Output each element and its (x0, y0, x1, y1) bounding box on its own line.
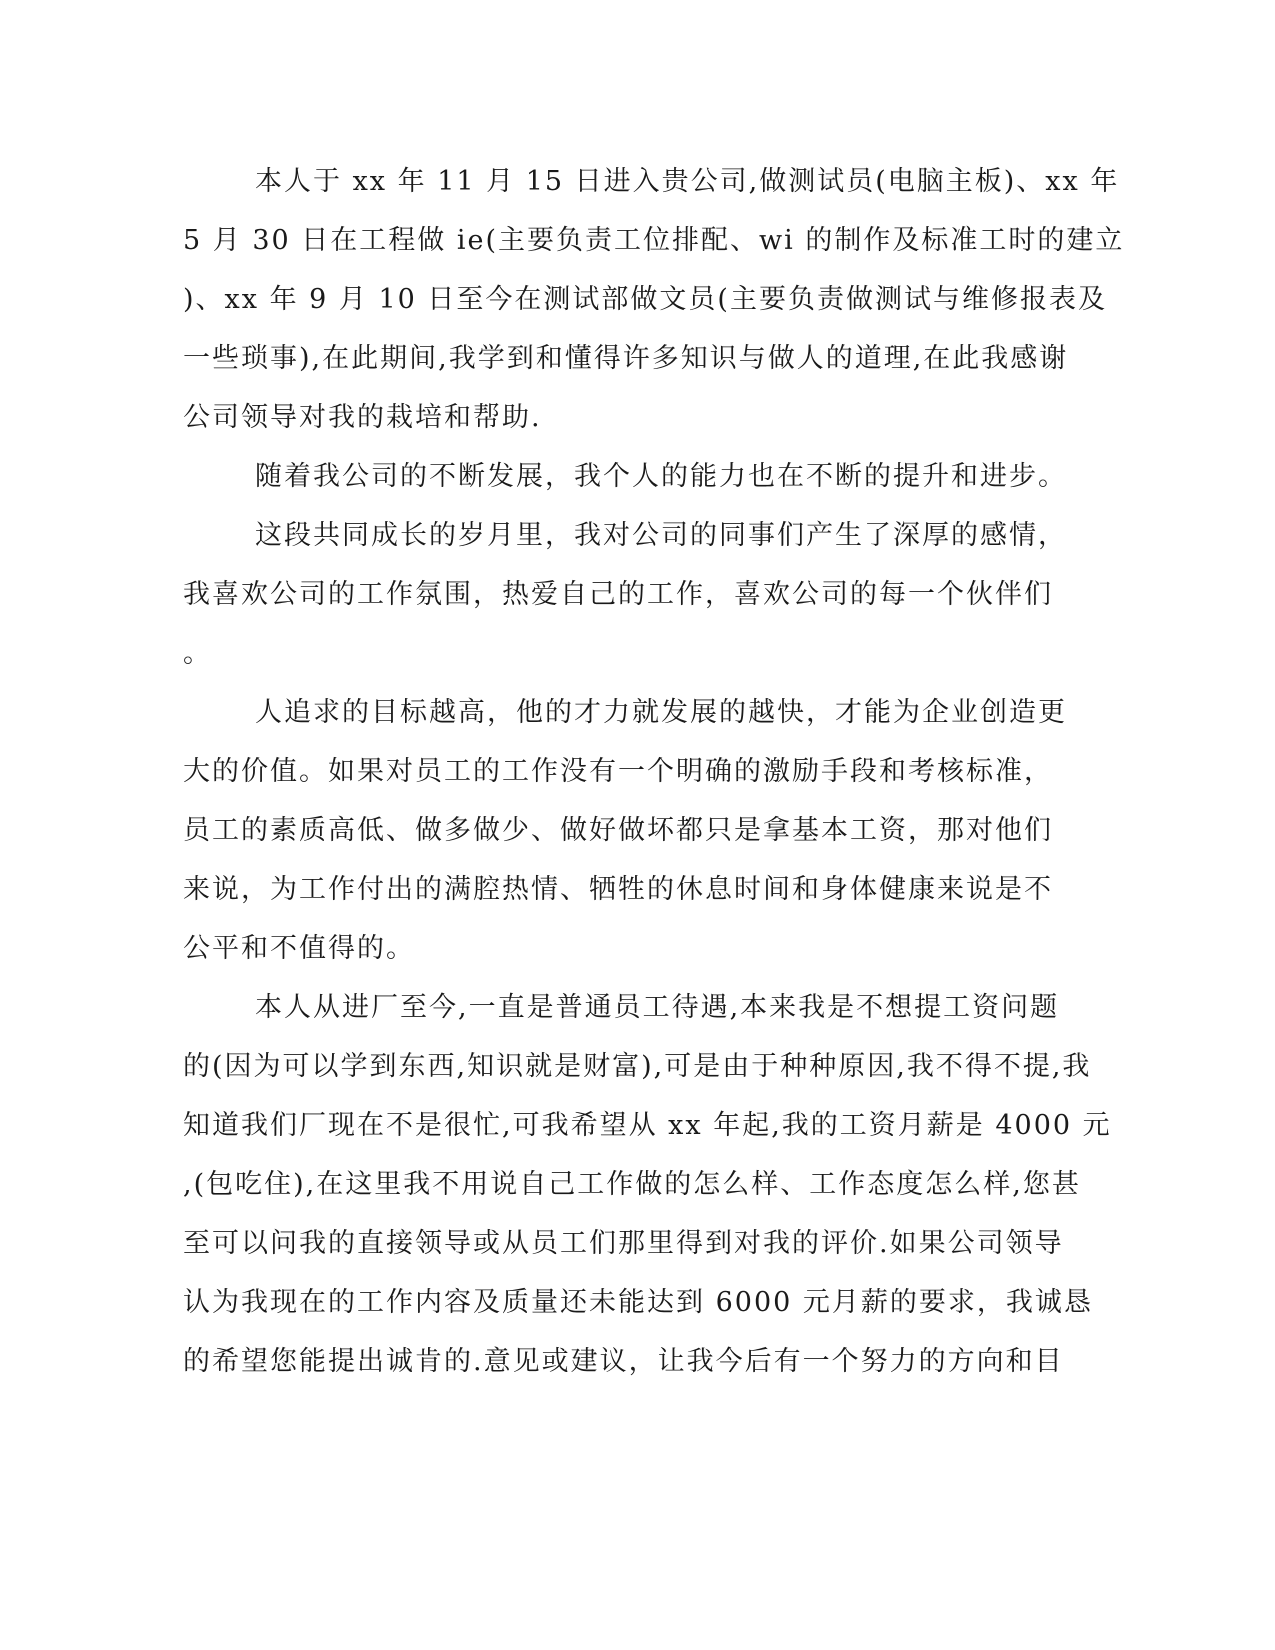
text-line: 来说，为工作付出的满腔热情、牺牲的休息时间和身体健康来说是不 (183, 874, 1053, 905)
text-line: 员工的素质高低、做多做少、做好做坏都只是拿基本工资，那对他们 (183, 815, 1053, 846)
text-line: 大的价值。如果对员工的工作没有一个明确的激励手段和考核标准， (183, 756, 1053, 787)
letter-body (183, 158, 1125, 1397)
text-line: 公平和不值得的。 (183, 933, 415, 964)
text-line: 至可以问我的直接领导或从员工们那里得到对我的评价.如果公司领导 (183, 1228, 1064, 1259)
paragraph-employment-history (183, 158, 1125, 453)
text-line: 的(因为可以学到东西,知识就是财富),可是由于种种原因,我不得不提,我 (183, 1051, 1092, 1082)
text-line: 人追求的目标越高，他的才力就发展的越快，才能为企业创造更 (255, 697, 1067, 728)
text-line: 的希望您能提出诚肯的.意见或建议，让我今后有一个努力的方向和目 (183, 1346, 1064, 1377)
paragraph-salary-request (183, 984, 1112, 1397)
text-line: 知道我们厂现在不是很忙,可我希望从 xx 年起,我的工资月薪是 4000 元 (183, 1110, 1112, 1141)
text-line: 公司领导对我的栽培和帮助. (183, 402, 542, 433)
text-line: )、xx 年 9 月 10 日至今在测试部做文员(主要负责做测试与维修报表及 (183, 284, 1107, 315)
text-line: 这段共同成长的岁月里，我对公司的同事们产生了深厚的感情， (255, 520, 1067, 551)
text-line: ,(包吃住),在这里我不用说自己工作做的怎么样、工作态度怎么样,您甚 (183, 1169, 1081, 1200)
paragraph-feelings (183, 512, 1067, 689)
text-line: 我喜欢公司的工作氛围，热爱自己的工作，喜欢公司的每一个伙伴们 (183, 579, 1053, 610)
text-line: 。 (183, 638, 212, 669)
text-line: 本人于 xx 年 11 月 15 日进入贵公司,做测试员(电脑主板)、xx 年 (255, 166, 1120, 197)
paragraph-incentives (183, 689, 1067, 984)
paragraph-growth (183, 453, 1067, 512)
text-line: 随着我公司的不断发展，我个人的能力也在不断的提升和进步。 (255, 461, 1067, 492)
text-line: 5 月 30 日在工程做 ie(主要负责工位排配、wi 的制作及标准工时的建立 (183, 225, 1125, 256)
text-line: 一些琐事),在此期间,我学到和懂得许多知识与做人的道理,在此我感谢 (183, 343, 1069, 374)
text-line: 本人从进厂至今,一直是普通员工待遇,本来我是不想提工资问题 (255, 992, 1060, 1023)
text-line: 认为我现在的工作内容及质量还未能达到 6000 元月薪的要求，我诚恳 (183, 1287, 1093, 1318)
